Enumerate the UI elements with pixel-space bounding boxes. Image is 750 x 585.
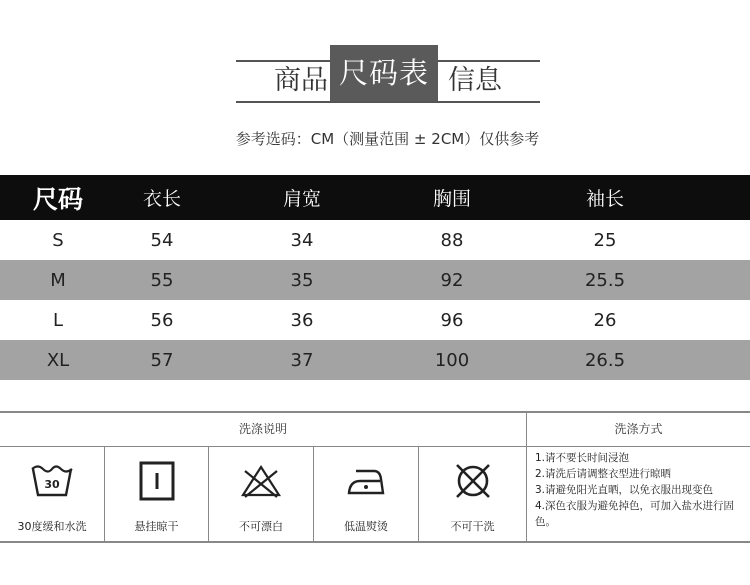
care-item-wash [0, 447, 104, 540]
wash-30-icon [30, 461, 74, 501]
table-row [0, 340, 750, 380]
care-table [0, 411, 750, 543]
table-row [0, 260, 750, 300]
size-cell: XL [46, 349, 70, 371]
care-item-no-bleach [209, 447, 313, 540]
length-cell: 55 [150, 269, 174, 291]
care-item-label: 不可干洗 [450, 520, 495, 533]
hang-dry-icon [135, 461, 179, 501]
care-divider [526, 413, 527, 541]
low-iron-icon [344, 461, 388, 501]
chest-cell: 92 [440, 269, 464, 291]
sleeve-cell: 25.5 [584, 269, 626, 291]
care-item-label: 30度缓和水洗 [17, 520, 87, 533]
chest-cell: 100 [434, 349, 470, 371]
sleeve-cell: 25 [593, 229, 617, 251]
size-cell: S [52, 229, 64, 251]
reference-note: 参考选码：CM（测量范围 ± 2CM）仅供参考 [235, 130, 540, 148]
header-shoulder: 肩宽 [282, 188, 322, 210]
header-sleeve: 袖长 [585, 188, 625, 210]
care-item-low-iron [314, 447, 418, 540]
care-instructions-title: 洗涤说明 [238, 422, 287, 436]
care-item-hang-dry [105, 447, 208, 540]
header-chest: 胸围 [432, 188, 472, 210]
chest-cell: 96 [440, 309, 464, 331]
length-cell: 56 [150, 309, 174, 331]
length-cell: 54 [150, 229, 174, 251]
care-item-label: 悬挂晾干 [134, 520, 179, 533]
wash-temp-label: 30 [44, 478, 60, 491]
sleeve-cell: 26 [593, 309, 617, 331]
title-banner [0, 0, 750, 120]
care-item-label: 低温熨烫 [344, 520, 388, 533]
title-left-text: 商品 [268, 64, 334, 98]
length-cell: 57 [150, 349, 174, 371]
care-item-label: 不可漂白 [239, 520, 283, 533]
title-right-text: 信息 [442, 64, 508, 98]
size-table-header [0, 175, 750, 220]
shoulder-cell: 37 [290, 349, 314, 371]
care-note: 2.请洗后请调整衣型进行晾晒 [535, 468, 672, 480]
size-table [0, 175, 750, 380]
size-cell: L [52, 309, 64, 331]
care-note: 3.请避免阳光直晒，以免衣服出现变色 [535, 484, 714, 496]
title-center-box: 尺码表 [330, 45, 438, 101]
shoulder-cell: 36 [290, 309, 314, 331]
size-cell: M [50, 269, 66, 291]
shoulder-cell: 35 [290, 269, 314, 291]
header-size: 尺码 [32, 184, 84, 214]
title-rule-bottom [236, 101, 540, 103]
header-length: 衣长 [142, 188, 182, 210]
care-item-no-dry-clean [419, 447, 526, 540]
care-notes [535, 450, 747, 530]
care-method-title: 洗涤方式 [614, 422, 663, 436]
no-bleach-icon [239, 461, 283, 501]
no-dry-clean-icon [451, 461, 495, 501]
care-note: 1.请不要长时间浸泡 [535, 452, 630, 464]
care-note: 4.深色衣服为避免掉色，可加入盐水进行固色。 [535, 500, 735, 528]
sleeve-cell: 26.5 [584, 349, 626, 371]
chest-cell: 88 [440, 229, 464, 251]
table-row [0, 220, 750, 260]
table-row [0, 300, 750, 340]
shoulder-cell: 34 [290, 229, 314, 251]
